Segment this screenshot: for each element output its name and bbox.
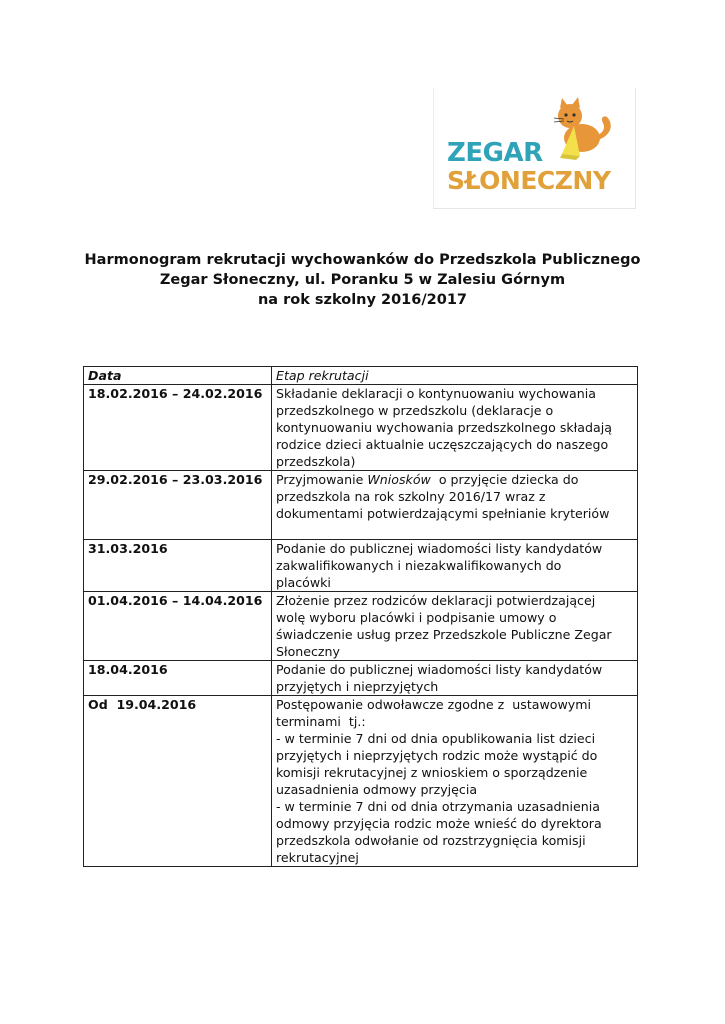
logo-text-sloneczny: SŁONECZNY: [447, 166, 611, 195]
logo-text-zegar: ZEGAR: [447, 138, 543, 168]
stage-line: uzasadnienia odmowy przyjęcia: [276, 782, 478, 797]
stage-line: placówki: [276, 575, 331, 590]
header-date: Data: [84, 367, 272, 385]
row-stage: [272, 661, 638, 696]
stage-line: Podanie do publicznej wiadomości listy kandydatów: [276, 541, 603, 556]
stage-line: zakwalifikowanych i niezakwalifikowanych do: [276, 558, 562, 573]
stage-line: przyjętych i nieprzyjętych rodzic może wystąpić do: [276, 748, 598, 763]
stage-line: świadczenie usług przez Przedszkole Publiczne Zegar: [276, 627, 612, 642]
row-date: Od 19.04.2016: [84, 696, 272, 867]
row-stage: [272, 592, 638, 661]
title-line-2: Zegar Słoneczny, ul. Poranku 5 w Zalesiu Górnym: [159, 272, 566, 288]
row-date: 31.03.2016: [84, 540, 272, 592]
row-stage: [272, 540, 638, 592]
title-line-1: Harmonogram rekrutacji wychowanków do Przedszkola Publicznego: [84, 252, 641, 268]
stage-line: Złożenie przez rodziców deklaracji potwierdzającej: [276, 593, 596, 608]
title-line-3: na rok szkolny 2016/2017: [257, 292, 468, 308]
stage-line: rodzice dzieci aktualnie uczęszczających do naszego: [276, 437, 609, 452]
table-row: [84, 385, 638, 471]
stage-text: Przyjmowanie: [276, 472, 368, 487]
cat-icon: [540, 96, 620, 168]
table-header-row: [84, 367, 638, 385]
stage-line: dokumentami potwierdzającymi spełnianie kryteriów: [276, 506, 610, 521]
stage-line: przedszkola odwołanie od rozstrzygnięcia komisji: [276, 833, 586, 848]
table-row: [84, 661, 638, 696]
stage-line: przedszkola na rok szkolny 2016/17 wraz z: [276, 489, 546, 504]
stage-line: - w terminie 7 dni od dnia otrzymania uzasadnienia: [276, 799, 600, 814]
document-title: [60, 250, 665, 310]
row-date: 18.02.2016 – 24.02.2016: [84, 385, 272, 471]
stage-line: Podanie do publicznej wiadomości listy kandydatów: [276, 662, 603, 677]
stage-line: - w terminie 7 dni od dnia opublikowania list dzieci: [276, 731, 596, 746]
stage-line: kontynuowaniu wychowania przedszkolnego składają: [276, 420, 612, 435]
stage-line: przyjętych i nieprzyjętych: [276, 679, 439, 694]
stage-line: Składanie deklaracji o kontynuowaniu wychowania: [276, 386, 596, 401]
header-stage: Etap rekrutacji: [272, 367, 638, 385]
row-date: 01.04.2016 – 14.04.2016: [84, 592, 272, 661]
stage-text: o przyjęcie dziecka do: [430, 472, 579, 487]
schedule-table: [83, 366, 638, 867]
row-date: 29.02.2016 – 23.03.2016: [84, 471, 272, 540]
row-stage: [272, 385, 638, 471]
stage-line: wolę wyboru placówki i podpisanie umowy o: [276, 610, 557, 625]
table-row: [84, 471, 638, 540]
stage-line: Słoneczny: [276, 644, 340, 659]
stage-line: odmowy przyjęcia rodzic może wnieść do dyrektora: [276, 816, 602, 831]
table-row: [84, 696, 638, 867]
table-row: [84, 592, 638, 661]
row-stage: [272, 696, 638, 867]
table-row: [84, 540, 638, 592]
row-date: 18.04.2016: [84, 661, 272, 696]
stage-line: terminami tj.:: [276, 714, 366, 729]
stage-line: przedszkola): [276, 454, 356, 469]
stage-line: Postępowanie odwoławcze zgodne z ustawowymi: [276, 697, 592, 712]
stage-line: przedszkolnego w przedszkolu (deklaracje o: [276, 403, 554, 418]
stage-line: [276, 471, 634, 488]
stage-line: komisji rekrutacyjnej z wnioskiem o sporządzenie: [276, 765, 588, 780]
stage-text-italic: Wniosków: [367, 472, 431, 487]
row-stage: [272, 471, 638, 540]
stage-line: rekrutacyjnej: [276, 850, 359, 865]
